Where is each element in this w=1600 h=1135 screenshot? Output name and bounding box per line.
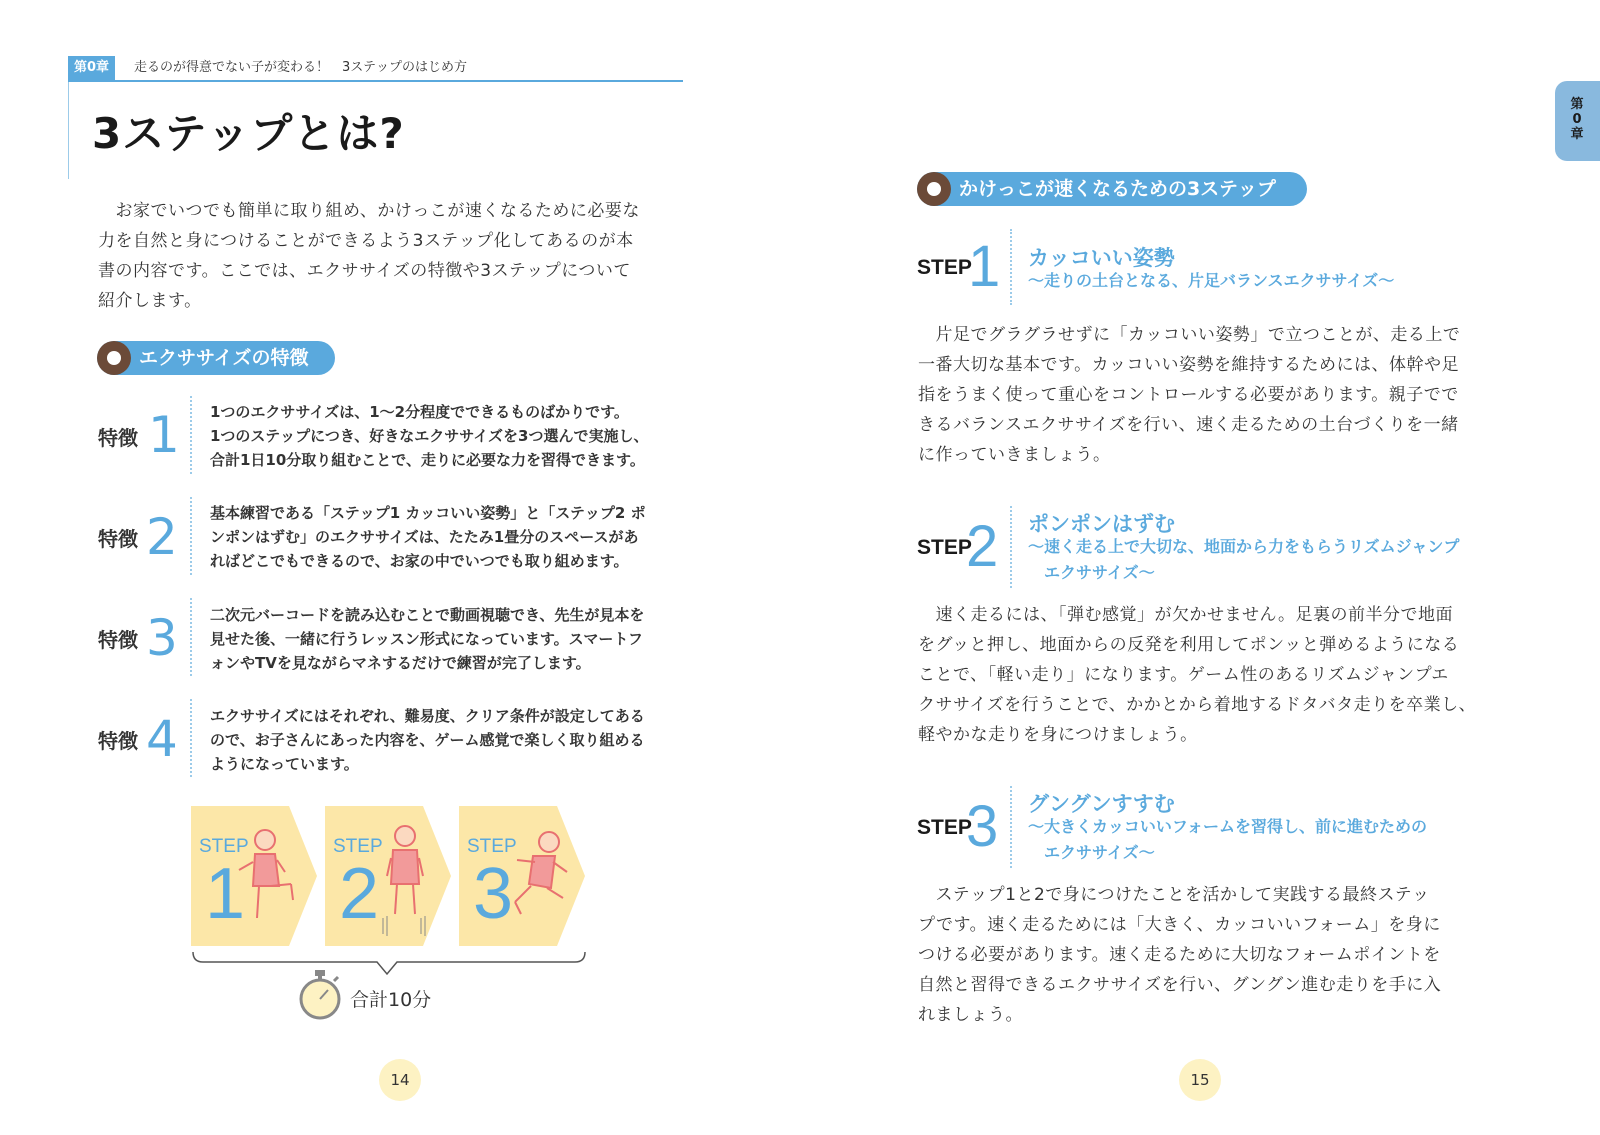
feature-line: エクササイズにはそれぞれ、難易度、クリア条件が設定してある — [210, 707, 645, 725]
feature-description — [210, 704, 645, 776]
feature-description — [210, 400, 648, 472]
body-line: れましょう。 — [918, 1005, 1023, 1025]
page-title: 3ステップとは? — [92, 109, 405, 158]
step-word: STEP — [199, 836, 249, 857]
feature-line: ので、お子さんにあった内容を、ゲーム感覚で楽しく取り組める — [210, 731, 645, 749]
body-line: きるバランスエクササイズを行い、速く走るための土台づくりを一緒 — [918, 415, 1459, 435]
features-section-header — [97, 341, 335, 375]
body-line: プです。速く走るためには「大きく、カッコいいフォーム」を身に — [918, 915, 1441, 935]
step-body — [918, 880, 1518, 1030]
page-number-left: 14 — [379, 1059, 421, 1101]
body-line: 指をうまく使って重心をコントロールする必要があります。親子でで — [918, 385, 1459, 405]
feature-line: 基本練習である「ステップ1 カッコいい姿勢」と「ステップ2 ポ — [210, 504, 646, 522]
step-arrow — [325, 806, 453, 946]
body-line: 一番大切な基本です。カッコいい姿勢を維持するためには、体幹や足 — [918, 355, 1459, 375]
body-line: つける必要があります。速く走るために大切なフォームポイントを — [918, 945, 1441, 965]
feature-label: 特徴 — [98, 527, 138, 551]
three-steps-graphic — [191, 806, 591, 956]
features-section-label: エクササイズの特徴 — [139, 347, 309, 369]
feature-number: 3 — [146, 609, 178, 667]
chapter-badge: 第0章 — [68, 56, 115, 80]
step-word: STEP — [333, 836, 383, 857]
step-word: STEP — [467, 836, 517, 857]
bullet-dot-icon — [97, 341, 131, 375]
feature-number: 4 — [146, 710, 178, 768]
step-subtitle — [1028, 534, 1459, 586]
steps-section-label: かけっこが速くなるための3ステップ — [959, 178, 1276, 200]
feature-line: ようになっています。 — [210, 755, 359, 773]
step-arrow — [191, 806, 319, 946]
feature-divider — [190, 497, 192, 575]
feature-description — [210, 603, 644, 675]
feature-divider — [190, 699, 192, 777]
step-subtitle-line: 〜走りの土台となる、片足バランスエクササイズ〜 — [1028, 271, 1395, 290]
feature-line: 見せた後、一緒に行うレッスン形式になっています。スマートフ — [210, 630, 643, 648]
step-number: 2 — [339, 854, 380, 934]
step-title: グングンすすむ — [1028, 792, 1175, 816]
feature-line: ォンやTVを見ながらマネするだけで練習が完了します。 — [210, 654, 591, 672]
feature-line: 1つのステップにつき、好きなエクササイズを3つ選んで実施し、 — [210, 427, 649, 445]
step-arrow — [459, 806, 587, 946]
intro-line: お家でいつでも簡単に取り組め、かけっこが速くなるために必要な — [98, 201, 640, 221]
step-subtitle — [1028, 814, 1427, 866]
step-divider — [1010, 506, 1012, 588]
feature-line: 合計1日10分取り組むことで、走りに必要な力を習得できます。 — [210, 451, 645, 469]
step-title: カッコいい姿勢 — [1028, 246, 1175, 270]
feature-label: 特徴 — [98, 426, 138, 450]
intro-line: 書の内容です。ここでは、エクササイズの特徴や3ステップについて — [98, 261, 631, 281]
step-title: ポンポンはずむ — [1028, 512, 1175, 536]
body-line: をグッと押し、地面からの反発を利用してポンッと弾めるようになる — [918, 635, 1460, 655]
step-number: 2 — [966, 514, 999, 579]
step-number: 3 — [473, 854, 514, 934]
step-number: 1 — [205, 854, 246, 934]
feature-line: 1つのエクササイズは、1〜2分程度でできるものばかりです。 — [210, 403, 629, 421]
feature-number: 1 — [148, 406, 180, 464]
step-subtitle-line: エクササイズ〜 — [1028, 563, 1155, 582]
step-number: 1 — [968, 234, 1001, 299]
bracket-icon — [191, 950, 587, 984]
step-body — [918, 320, 1518, 470]
feature-line: ンポンはずむ」のエクササイズは、たたみ1畳分のスペースがあ — [210, 528, 639, 546]
body-line: 片足でグラグラせずに「カッコいい姿勢」で立つことが、走る上で — [918, 325, 1461, 345]
step-subtitle — [1028, 268, 1394, 294]
body-line: クササイズを行うことで、かかとから着地するドタバタ走りを卒業し、 — [918, 695, 1477, 715]
feature-label: 特徴 — [98, 729, 138, 753]
side-tab-char: 章 — [1570, 127, 1584, 142]
steps-section-header — [917, 172, 1307, 206]
header-rule — [68, 80, 683, 82]
feature-line: 二次元バーコードを読み込むことで動画視聴でき、先生が見本を — [210, 606, 645, 624]
step-subtitle-line: 〜速く走る上で大切な、地面から力をもらうリズムジャンプ — [1028, 537, 1460, 556]
body-line: 軽やかな走りを身につけましょう。 — [918, 725, 1198, 745]
intro-line: 紹介します。 — [98, 291, 202, 311]
feature-divider — [190, 598, 192, 676]
bullet-dot-icon — [917, 172, 951, 206]
body-line: に作っていきましょう。 — [918, 445, 1111, 465]
side-tab-char: 0 — [1572, 112, 1582, 127]
body-line: ステップ1と2で身につけたことを活かして実践する最終ステッ — [918, 885, 1430, 905]
body-line: 速く走るには、「弾む感覚」が欠かせません。足裏の前半分で地面 — [918, 605, 1454, 625]
step-body — [918, 600, 1518, 750]
title-vertical-rule — [68, 82, 69, 179]
stopwatch-icon — [296, 970, 344, 1020]
intro-line: 力を自然と身につけることができるよう3ステップ化してあるのが本 — [98, 231, 634, 251]
feature-number: 2 — [146, 508, 178, 566]
feature-description — [210, 501, 646, 573]
step-label: STEP — [917, 536, 972, 559]
step-divider — [1010, 229, 1012, 305]
step-subtitle-line: エクササイズ〜 — [1028, 843, 1155, 862]
feature-label: 特徴 — [98, 628, 138, 652]
side-tab-char: 第 — [1570, 97, 1584, 112]
step-label: STEP — [917, 256, 972, 279]
feature-line: ればどこでもできるので、お家の中でいつでも取り組めます。 — [210, 552, 629, 570]
step-label: STEP — [917, 816, 972, 839]
total-time-label: 合計10分 — [350, 989, 432, 1011]
step-divider — [1010, 786, 1012, 868]
page-number-right: 15 — [1179, 1059, 1221, 1101]
intro-paragraph — [98, 196, 693, 316]
chapter-running-title: 走るのが得意でない子が変わる！ 3ステップのはじめ方 — [134, 60, 468, 75]
step-number: 3 — [966, 794, 999, 859]
chapter-side-tab-label — [1568, 97, 1586, 142]
body-line: 自然と習得できるエクササイズを行い、グングン進む走りを手に入 — [918, 975, 1442, 995]
feature-divider — [190, 396, 192, 474]
step-subtitle-line: 〜大きくカッコいいフォームを習得し、前に進むための — [1028, 817, 1428, 836]
body-line: ことで、「軽い走り」になります。ゲーム性のあるリズムジャンプエ — [918, 665, 1449, 685]
